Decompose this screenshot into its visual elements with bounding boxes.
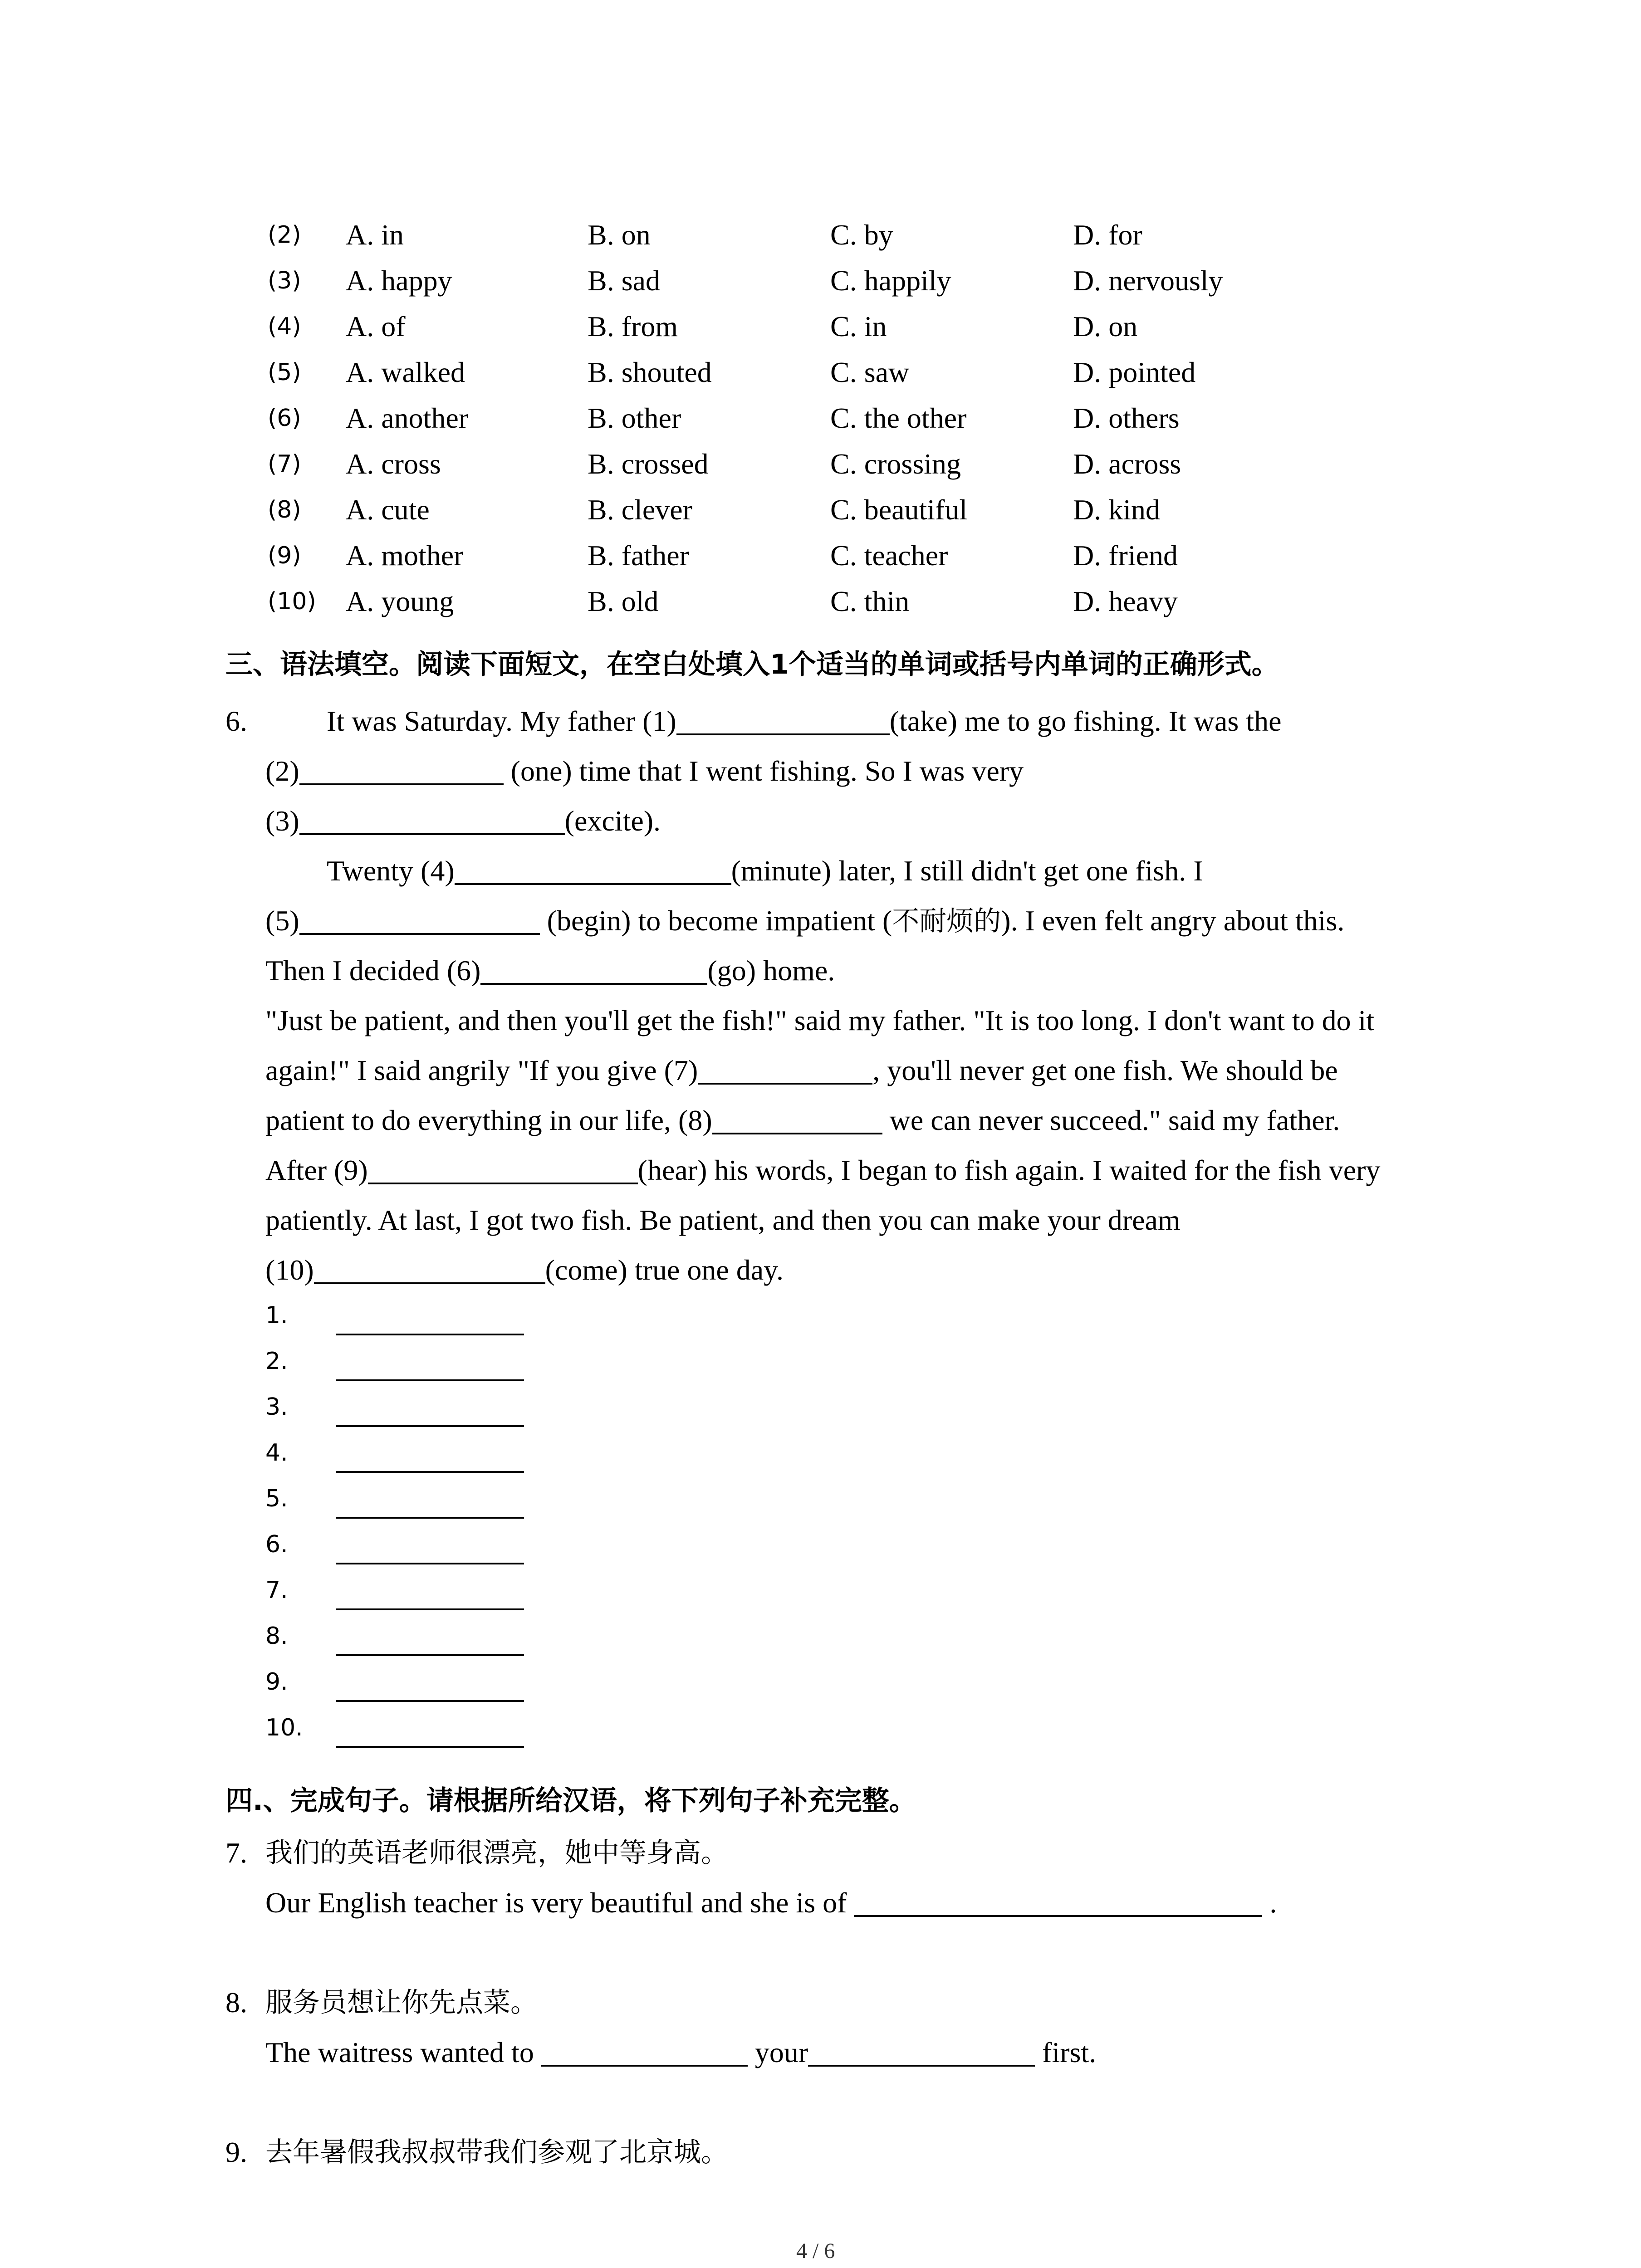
passage-text: It was Saturday. My father (1) bbox=[327, 705, 676, 737]
answer-number: 10. bbox=[265, 1714, 303, 1741]
option-choice-a[interactable]: A. cross bbox=[346, 448, 441, 480]
passage-text: (take) me to go fishing. It was the bbox=[889, 705, 1282, 737]
question-9-chinese: 去年暑假我叔叔带我们参观了北京城。 bbox=[265, 2136, 728, 2168]
answer-number: 4. bbox=[265, 1439, 288, 1466]
option-choice-a[interactable]: A. young bbox=[346, 585, 454, 617]
option-choice-a[interactable]: A. of bbox=[346, 310, 406, 342]
option-number: (10) bbox=[268, 588, 316, 615]
question-9-number: 9. bbox=[225, 2136, 247, 2168]
passage-line-11: patiently. At last, I got two fish. Be patient, and then you can make your dream bbox=[265, 1204, 1181, 1236]
option-choice-d[interactable]: D. across bbox=[1073, 448, 1181, 480]
option-choice-b[interactable]: B. sad bbox=[588, 264, 660, 297]
passage-line-10 bbox=[265, 1152, 1380, 1188]
blank-8[interactable] bbox=[712, 1107, 882, 1134]
option-number: (4) bbox=[268, 313, 301, 340]
question-7-number: 7. bbox=[225, 1837, 247, 1869]
answer-blank-line[interactable] bbox=[336, 1654, 524, 1656]
answer-blank-line[interactable] bbox=[336, 1563, 524, 1564]
option-number: (6) bbox=[268, 405, 301, 432]
option-choice-d[interactable]: D. on bbox=[1073, 310, 1138, 342]
option-choice-b[interactable]: B. other bbox=[588, 402, 681, 434]
option-choice-d[interactable]: D. for bbox=[1073, 219, 1142, 251]
answer-number: 7. bbox=[265, 1577, 288, 1604]
blank-2[interactable] bbox=[299, 758, 504, 785]
blank-6[interactable] bbox=[480, 958, 707, 985]
sentence-text: Our English teacher is very beautiful and she is of bbox=[265, 1887, 847, 1919]
option-choice-d[interactable]: D. kind bbox=[1073, 494, 1160, 526]
passage-line-4 bbox=[327, 853, 1203, 889]
passage-text: Then I decided (6) bbox=[265, 954, 481, 987]
answer-blank-line[interactable] bbox=[336, 1700, 524, 1702]
option-number: (7) bbox=[268, 450, 301, 478]
passage-text: (minute) later, I still didn't get one fish. I bbox=[731, 855, 1203, 887]
blank-10[interactable] bbox=[314, 1257, 545, 1284]
passage-text: , you'll never get one fish. We should be bbox=[872, 1054, 1338, 1086]
option-number: (8) bbox=[268, 496, 301, 523]
passage-text: (begin) to become impatient ( bbox=[539, 904, 892, 937]
passage-text: (2) bbox=[265, 755, 299, 787]
option-choice-d[interactable]: D. pointed bbox=[1073, 356, 1196, 388]
sentence-text: first. bbox=[1035, 2036, 1097, 2068]
option-number: (3) bbox=[268, 267, 301, 294]
option-choice-b[interactable]: B. from bbox=[588, 310, 678, 342]
question-8-chinese: 服务员想让你先点菜。 bbox=[265, 1987, 538, 2019]
blank-9[interactable] bbox=[368, 1157, 638, 1184]
passage-text: (hear) his words, I began to fish again. I waited for the fish very bbox=[637, 1154, 1381, 1186]
option-choice-c[interactable]: C. crossing bbox=[830, 448, 961, 480]
option-choice-c[interactable]: C. beautiful bbox=[830, 494, 968, 526]
blank-4[interactable] bbox=[455, 858, 731, 885]
option-choice-b[interactable]: B. old bbox=[588, 585, 659, 617]
answer-blank-line[interactable] bbox=[336, 1425, 524, 1427]
answer-blank-line[interactable] bbox=[336, 1746, 524, 1748]
option-choice-c[interactable]: C. teacher bbox=[830, 539, 948, 572]
blank-1[interactable] bbox=[676, 708, 890, 735]
answer-blank-line[interactable] bbox=[336, 1608, 524, 1610]
sentence-text: your bbox=[747, 2036, 808, 2068]
option-choice-a[interactable]: A. mother bbox=[346, 539, 464, 572]
answer-number: 9. bbox=[265, 1668, 288, 1696]
option-choice-b[interactable]: B. clever bbox=[588, 494, 692, 526]
blank-3[interactable] bbox=[299, 808, 565, 835]
passage-text: (go) home. bbox=[707, 954, 835, 987]
answer-number: 1. bbox=[265, 1302, 288, 1329]
option-choice-a[interactable]: A. in bbox=[346, 219, 404, 251]
option-choice-d[interactable]: D. nervously bbox=[1073, 264, 1223, 297]
question-6-number: 6. bbox=[225, 705, 247, 737]
answer-number: 6. bbox=[265, 1531, 288, 1558]
section-3-heading: 三、语法填空。阅读下面短文，在空白处填入1个适当的单词或括号内单词的正确形式。 bbox=[225, 649, 1279, 680]
option-choice-d[interactable]: D. heavy bbox=[1073, 585, 1178, 617]
option-choice-d[interactable]: D. others bbox=[1073, 402, 1180, 434]
option-choice-b[interactable]: B. shouted bbox=[588, 356, 712, 388]
answer-blank-line[interactable] bbox=[336, 1334, 524, 1335]
answer-blank-line[interactable] bbox=[336, 1517, 524, 1519]
page-number: 4 / 6 bbox=[796, 2239, 835, 2263]
option-number: (5) bbox=[268, 359, 301, 386]
passage-line-6 bbox=[265, 953, 835, 989]
option-choice-a[interactable]: A. happy bbox=[346, 264, 452, 297]
option-choice-a[interactable]: A. cute bbox=[346, 494, 430, 526]
question-7-chinese: 我们的英语老师很漂亮，她中等身高。 bbox=[265, 1837, 728, 1869]
passage-text: (10) bbox=[265, 1254, 314, 1286]
question-8-number: 8. bbox=[225, 1986, 247, 2019]
section-4-heading: 四.、完成句子。请根据所给汉语，将下列句子补充完整。 bbox=[225, 1785, 916, 1817]
passage-line-7: "Just be patient, and then you'll get the fish!" said my father. "It is too long. I don't want to do it bbox=[265, 1004, 1375, 1036]
answer-number: 5. bbox=[265, 1485, 288, 1512]
passage-line-12 bbox=[265, 1252, 784, 1288]
passage-line-8 bbox=[265, 1052, 1338, 1089]
option-choice-a[interactable]: A. another bbox=[346, 402, 469, 434]
passage-text: (excite). bbox=[564, 805, 661, 837]
answer-number: 3. bbox=[265, 1393, 288, 1421]
option-choice-b[interactable]: B. father bbox=[588, 539, 689, 572]
option-choice-c[interactable]: C. in bbox=[830, 310, 887, 342]
option-number: (9) bbox=[268, 542, 301, 569]
passage-text: (3) bbox=[265, 805, 299, 837]
answer-number: 8. bbox=[265, 1623, 288, 1650]
passage-text: Twenty (4) bbox=[327, 855, 455, 887]
passage-line-5 bbox=[265, 903, 1344, 939]
passage-text: (come) true one day. bbox=[545, 1254, 784, 1286]
passage-text: ). I even felt angry about this. bbox=[1001, 904, 1345, 937]
passage-text: (one) time that I went fishing. So I was very bbox=[503, 755, 1024, 787]
blank-5[interactable] bbox=[299, 908, 540, 935]
option-choice-c[interactable]: C. saw bbox=[830, 356, 910, 388]
sentence-text: The waitress wanted to bbox=[265, 2036, 534, 2068]
passage-text: After (9) bbox=[265, 1154, 368, 1186]
passage-line-9 bbox=[265, 1102, 1340, 1139]
option-number: (2) bbox=[268, 221, 301, 249]
passage-text: patient to do everything in our life, (8) bbox=[265, 1104, 712, 1136]
passage-text: (5) bbox=[265, 904, 299, 937]
answer-blank-line[interactable] bbox=[336, 1379, 524, 1381]
option-choice-c[interactable]: C. by bbox=[830, 219, 893, 251]
passage-chinese-gloss: 不耐烦的 bbox=[892, 905, 1001, 937]
option-choice-d[interactable]: D. friend bbox=[1073, 539, 1178, 572]
option-choice-c[interactable]: C. thin bbox=[830, 585, 910, 617]
option-choice-b[interactable]: B. crossed bbox=[588, 448, 709, 480]
answer-blank-line[interactable] bbox=[336, 1471, 524, 1473]
passage-text: again!" I said angrily "If you give (7) bbox=[265, 1054, 698, 1086]
passage-line-2 bbox=[265, 753, 1024, 789]
option-choice-c[interactable]: C. the other bbox=[830, 402, 967, 434]
blank-7[interactable] bbox=[698, 1057, 872, 1085]
passage-text: we can never succeed." said my father. bbox=[882, 1104, 1340, 1136]
blank-q8-2[interactable] bbox=[808, 2039, 1035, 2067]
blank-q7[interactable] bbox=[854, 1890, 1262, 1917]
option-choice-a[interactable]: A. walked bbox=[346, 356, 465, 388]
option-choice-c[interactable]: C. happily bbox=[830, 264, 951, 297]
sentence-text: . bbox=[1269, 1887, 1277, 1919]
question-8-english bbox=[265, 2034, 1096, 2071]
question-7-english bbox=[265, 1885, 1277, 1921]
answer-number: 2. bbox=[265, 1348, 288, 1375]
blank-q8-1[interactable] bbox=[541, 2039, 748, 2067]
passage-line-3 bbox=[265, 803, 661, 839]
option-choice-b[interactable]: B. on bbox=[588, 219, 651, 251]
passage-line-1 bbox=[327, 703, 1282, 739]
